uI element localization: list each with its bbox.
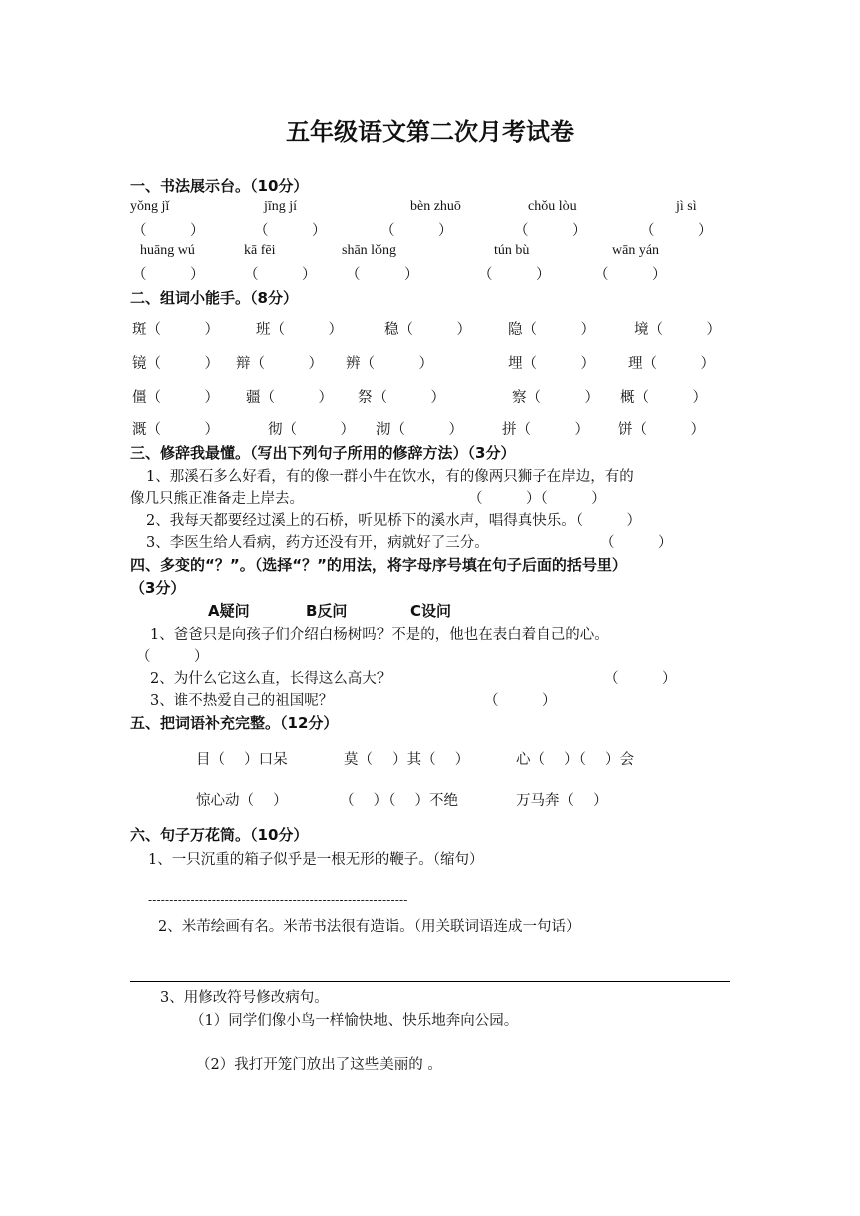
idiom-item[interactable]: 心（ ）（ ）会 [516, 752, 634, 768]
pinyin-item: bèn zhuō [410, 199, 461, 214]
pinyin-item: chǒu lòu [528, 199, 577, 214]
word-item[interactable]: 溉（ ） [132, 422, 219, 438]
pinyin-item: kā fēi [244, 243, 276, 258]
word-item[interactable]: 辨（ ） [346, 356, 433, 372]
answer-line[interactable] [130, 981, 730, 982]
section-2-heading: 二、组词小能手。（8分） [130, 289, 298, 307]
pinyin-item: jì sì [676, 199, 697, 214]
answer-blank[interactable]: （ ）（ ） [468, 491, 606, 507]
answer-blank[interactable]: （ ） [640, 223, 713, 239]
word-item[interactable]: 彻（ ） [268, 422, 355, 438]
option-label: A疑问 [208, 602, 250, 620]
word-item[interactable]: 班（ ） [256, 322, 343, 338]
section-4-heading: 四、多变的“？”。（选择“？”的用法，将字母序号填在句子后面的括号里） [130, 556, 627, 574]
word-item[interactable]: 概（ ） [620, 390, 707, 406]
answer-blank[interactable]: （ ） [484, 693, 557, 709]
word-item[interactable]: 理（ ） [628, 356, 715, 372]
pinyin-item: tún bù [494, 243, 530, 258]
word-item[interactable]: 辩（ ） [236, 356, 323, 372]
answer-blank[interactable]: （ ） [380, 223, 453, 239]
word-item[interactable]: 祭（ ） [358, 390, 445, 406]
question-text: 1、爸爸只是向孩子们介绍白杨树吗？不是的，他也在表白着自己的心。 [150, 627, 609, 643]
answer-blank[interactable]: （ ） [244, 267, 317, 283]
pinyin-item: shān lǒng [342, 243, 397, 258]
word-item[interactable]: 僵（ ） [132, 390, 219, 406]
idiom-item[interactable]: 莫（ ）其（ ） [344, 752, 470, 768]
section-5-heading: 五、把词语补充完整。（12分） [130, 714, 339, 732]
answer-blank[interactable]: （ ） [478, 267, 551, 283]
section-6-heading: 六、句子万花筒。（10分） [130, 826, 309, 844]
word-item[interactable]: 隐（ ） [508, 322, 595, 338]
answer-blank[interactable]: （ ） [600, 535, 673, 551]
word-item[interactable]: 镜（ ） [132, 356, 219, 372]
question-text: 2、我每天都要经过溪上的石桥，听见桥下的溪水声，唱得真快乐。（ ） [146, 513, 641, 529]
question-text: 1、一只沉重的箱子似乎是一根无形的鞭子。（缩句） [148, 852, 484, 868]
section-4-heading-score: （3分） [130, 579, 186, 597]
answer-blank[interactable]: （ ） [514, 223, 587, 239]
answer-blank[interactable]: （ ） [132, 223, 205, 239]
answer-blank[interactable]: （ ） [346, 267, 419, 283]
option-label: B反问 [306, 602, 348, 620]
section-1-heading: 一、书法展示台。（10分） [130, 177, 309, 195]
word-item[interactable]: 埋（ ） [508, 356, 595, 372]
word-item[interactable]: 稳（ ） [384, 322, 471, 338]
word-item[interactable]: 斑（ ） [132, 322, 219, 338]
question-text: 3、用修改符号修改病句。 [160, 990, 329, 1006]
word-item[interactable]: 境（ ） [634, 322, 721, 338]
idiom-item[interactable]: 目（ ）口呆 [196, 752, 288, 768]
answer-blank[interactable]: （ ） [604, 671, 677, 687]
pinyin-item: jīng jí [264, 199, 298, 214]
page-title: 五年级语文第二次月考试卷 [286, 117, 574, 146]
answer-blank[interactable]: （ ） [254, 223, 327, 239]
option-label: C设问 [410, 602, 452, 620]
answer-dashed-line[interactable]: ------------------------------------------------------------- [148, 893, 408, 907]
idiom-item[interactable]: （ ）（ ）不绝 [340, 793, 458, 809]
word-item[interactable]: 沏（ ） [376, 422, 463, 438]
answer-blank[interactable]: （ ） [132, 267, 205, 283]
pinyin-item: huāng wú [140, 243, 195, 258]
idiom-item[interactable]: 万马奔（ ） [516, 793, 608, 809]
answer-blank[interactable]: （ ） [594, 267, 667, 283]
word-item[interactable]: 疆（ ） [246, 390, 333, 406]
word-item[interactable]: 察（ ） [512, 390, 599, 406]
question-text: 1、那溪石多么好看，有的像一群小牛在饮水，有的像两只狮子在岸边，有的 [146, 469, 634, 485]
question-text: 3、谁不热爱自己的祖国呢？ [150, 693, 334, 709]
question-text: （1）同学们像小鸟一样愉快地、快乐地奔向公园。 [190, 1013, 519, 1029]
question-text: 像几只熊正准备走上岸去。 [130, 491, 304, 507]
word-item[interactable]: 拼（ ） [502, 422, 589, 438]
idiom-item[interactable]: 惊心动（ ） [196, 793, 288, 809]
answer-blank[interactable]: （ ） [136, 649, 209, 665]
question-text: 2、米芾绘画有名。米芾书法很有造诣。（用关联词语连成一句话） [158, 919, 581, 935]
question-text: 2、为什么它这么直，长得这么高大？ [150, 671, 392, 687]
question-text: （2）我打开笼门放出了这些美丽的 。 [196, 1057, 442, 1073]
pinyin-item: wān yán [612, 243, 660, 258]
section-3-heading: 三、修辞我最懂。（写出下列句子所用的修辞方法）（3分） [130, 444, 516, 462]
question-text: 3、李医生给人看病，药方还没有开，病就好了三分。 [146, 535, 489, 551]
word-item[interactable]: 饼（ ） [618, 422, 705, 438]
pinyin-item: yǒng jǐ [130, 199, 170, 214]
